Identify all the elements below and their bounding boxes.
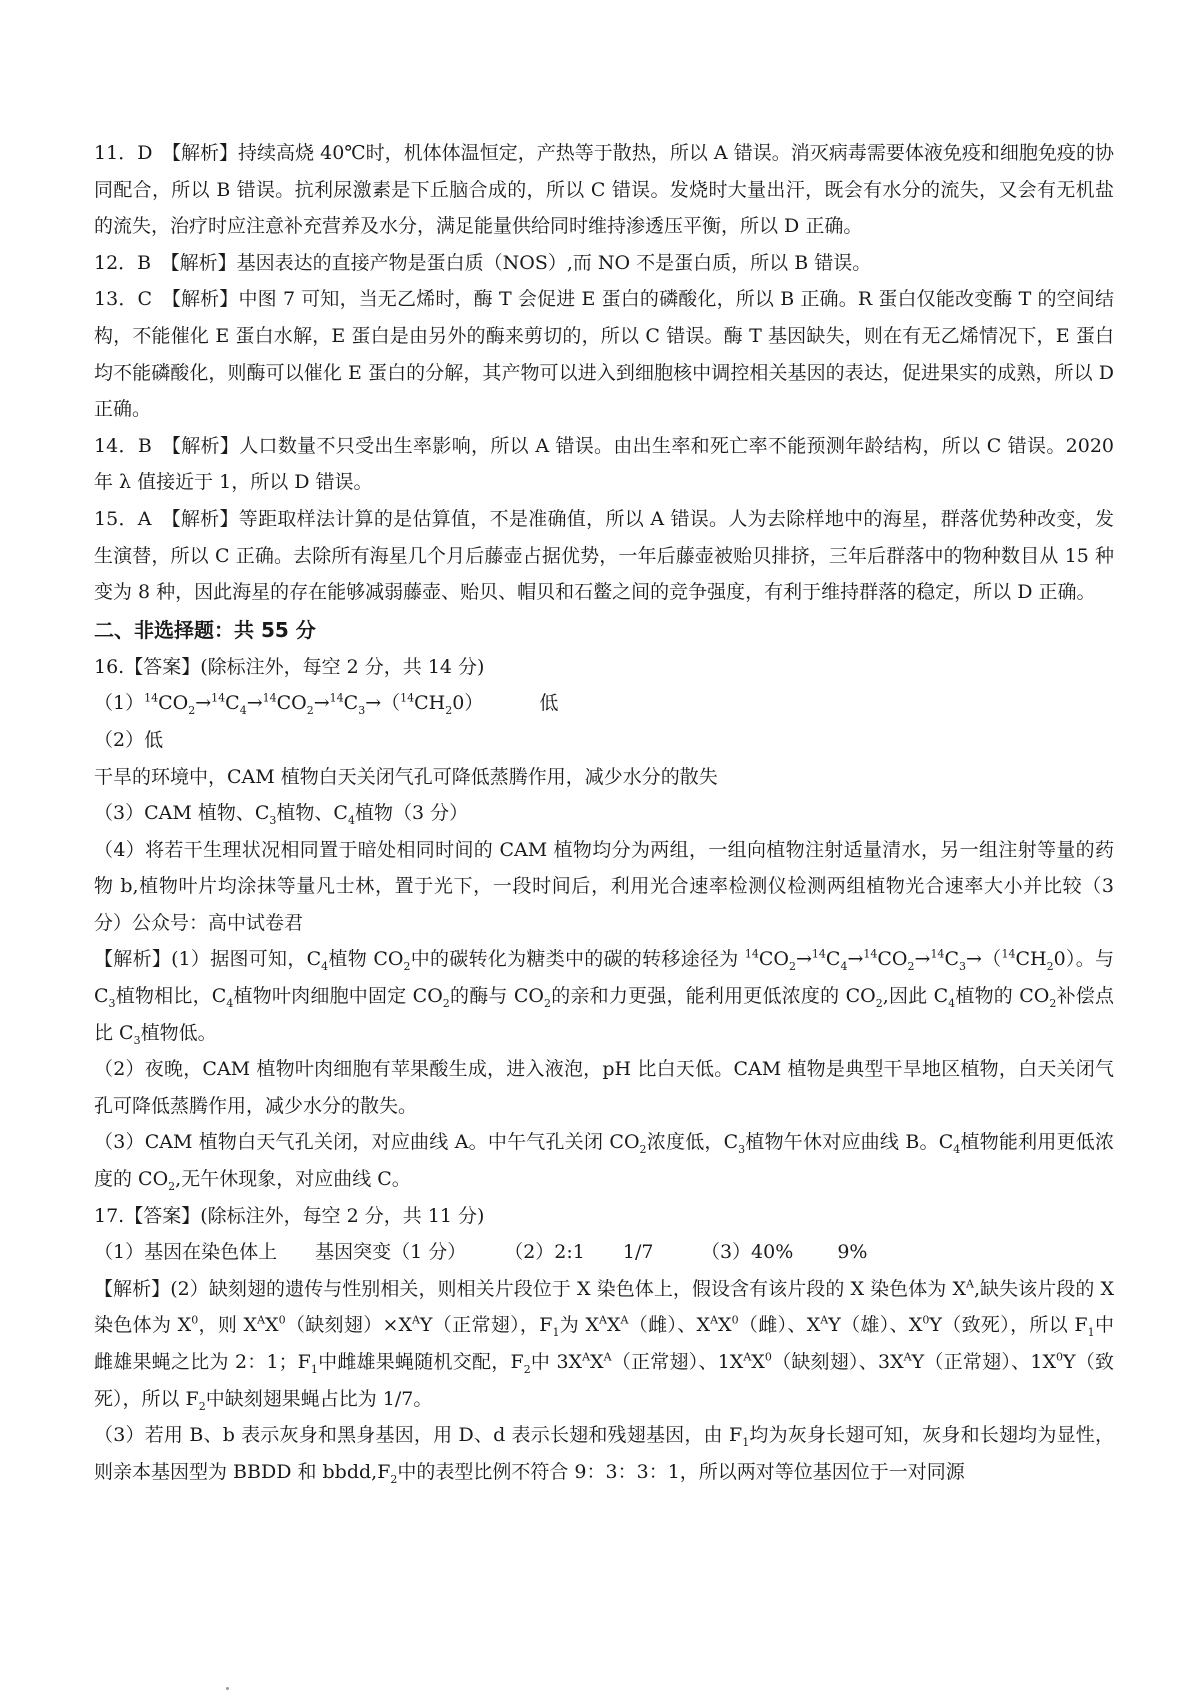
answer-12: 12．B 【解析】基因表达的直接产物是蛋白质（NOS）,而 NO 不是蛋白质，所以 B 错误。 [94, 251, 872, 274]
answer-16-part2-reason: 干旱的环境中，CAM 植物白天关闭气孔可降低蒸腾作用，减少水分的散失 [94, 765, 718, 788]
section-heading: 二、非选择题：共 55 分 [94, 617, 316, 642]
analysis-16-part2: （2）夜晚，CAM 植物叶肉细胞有苹果酸生成，进入液泡，pH 比白天低。CAM 植物是典型干旱地区植物，白天关闭气孔可降低蒸腾作用，减少水分的散失。 [94, 1058, 1114, 1117]
answer-13: 13．C 【解析】中图 7 可知，当无乙烯时，酶 T 会促进 E 蛋白的磷酸化，所以 B 正确。R 蛋白仅能改变酶 T 的空间结构，不能催化 E 蛋白水解，E 蛋白是由另外的酶来剪切的，所以 C 错误。酶 T 基因缺失，则在有无乙烯情况下，E 蛋白均不能磷酸化，则酶可以催化 E 蛋白的分解，其产物可以进入到细胞核中调控相关基因的表达，促进果实的成熟，所以 D 正确。 [94, 288, 1114, 421]
answer-15: 15．A 【解析】等距取样法计算的是估算值，不是准确值，所以 A 错误。人为去除样地中的海星，群落优势种改变，发生演替，所以 C 正确。去除所有海星几个月后藤壶占据优势，一年后藤壶被贻贝排挤，三年后群落中的物种数目从 15 种变为 8 种，因此海星的存在能够减弱藤壶、贻贝、帽贝和石鳖之间的竞争强度，有利于维持群落的稳定，所以 D 正确。 [94, 507, 1114, 604]
answer-16-part3: （3）CAM 植物、$C_3$植物、$C_4$植物（3 分） [94, 802, 469, 827]
analysis-17-part3: （3）若用 B、b 表示灰身和黑身基因，用 D、d 表示长翅和残翅基因，由 $F_1$均为灰身长翅可知，灰身和长翅均为显性，则亲本基因型为 BBDD 和 $bbdd,F_2$中的表型比例不符合 9：3：3：1，所以两对等位基因位于一对同源 [94, 1424, 1114, 1486]
answer-14: 14．B 【解析】人口数量不只受出生率影响，所以 A 错误。由出生率和死亡率不能预测年龄结构，所以 C 错误。2020 年 λ 值接近于 1，所以 D 错误。 [94, 434, 1114, 494]
answer-16-part2: （2）低 [94, 728, 164, 751]
answer-16-heading: 16.【答案】(除标注外，每空 2 分，共 14 分) [94, 655, 485, 678]
answer-16-part1 [94, 685, 1114, 722]
answer-17-heading: 17.【答案】(除标注外，每空 2 分，共 11 分) [94, 1204, 485, 1227]
answer-16-part1-tail: 低 [539, 692, 559, 715]
analysis-17-part2: 【解析】(2）缺刻翅的遗传与性别相关，则相关片段位于 X 染色体上，假设含有该片段的 X 染色体为 $X^A$,缺失该片段的 X 染色体为 $X^0$，则 $X^AX^0$（缺刻翅）$\times X^AY$（正常翅），$F_1$为 $X^AX^A$（雌）、$X^AX^0$（雌）、$X^AY$（雄）、$X^0Y$（致死），所以 $F_1$中雌雄果蝇之比为 2：1；$F_1$中雌雄果蝇随机交配，$F_2$中 $3X^AX^A$（正常翅）、$1X^AX^0$（缺刻翅）、$3X^AY$（正常翅）、$1X^0Y$（致死），所以 $F_2$中缺刻翅果蝇占比为 1/7。 [94, 1277, 1115, 1413]
carbon-pathway-formula: $^{14}CO_2\to^{14}C_4\to^{14}CO_2\to^{14}C_3\to(^{14}CH_20)$ [144, 691, 484, 718]
analysis-16-part1: 【解析】(1）据图可知，$C_4$植物 $CO_2$中的碳转化为糖类中的碳的转移途径为 $^{14}CO_2\to^{14}C_4\to^{14}CO_2\to^{14}C_3\to(^{14}CH_20)$。与 $C_3$植物相比，$C_4$植物叶肉细胞中固定 $CO_2$的酶与 $CO_2$的亲和力更强，能利用更低浓度的 $CO_2$,因此 $C_4$植物的 $CO_2$补偿点比 $C_3$植物低。 [94, 948, 1115, 1047]
page-dot [226, 1687, 229, 1690]
answer-17-part1: （1）基因在染色体上 基因突变（1 分） （2）2:1 1/7 （3）40% 9% [94, 1241, 868, 1264]
analysis-16-part3: （3）CAM 植物白天气孔关闭，对应曲线 A。中午气孔关闭 $CO_2$浓度低，$C_3$植物午休对应曲线 B。$C_4$植物能利用更低浓度的 $CO_2$,无午休现象，对应曲线 C。 [94, 1131, 1114, 1193]
answer-16-part4: （4）将若干生理状况相同置于暗处相同时间的 CAM 植物均分为两组，一组向植物注射适量清水，另一组注射等量的药物 b,植物叶片均涂抹等量凡士林，置于光下，一段时间后，利用光合速率检测仪检测两组植物光合速率大小并比较（3 分）公众号：高中试卷君 [94, 838, 1114, 934]
answer-11: 11．D 【解析】持续高烧 40℃时，机体体温恒定，产热等于散热，所以 A 错误。消灭病毒需要体液免疫和细胞免疫的协同配合，所以 B 错误。抗利尿激素是下丘脑合成的，所以 C 错误。发烧时大量出汗，既会有水分的流失，又会有无机盐的流失，治疗时应注意补充营养及水分，满足能量供给同时维持渗透压平衡，所以 D 正确。 [94, 142, 1114, 238]
answer-16-part1-prefix: （1） [94, 692, 145, 715]
